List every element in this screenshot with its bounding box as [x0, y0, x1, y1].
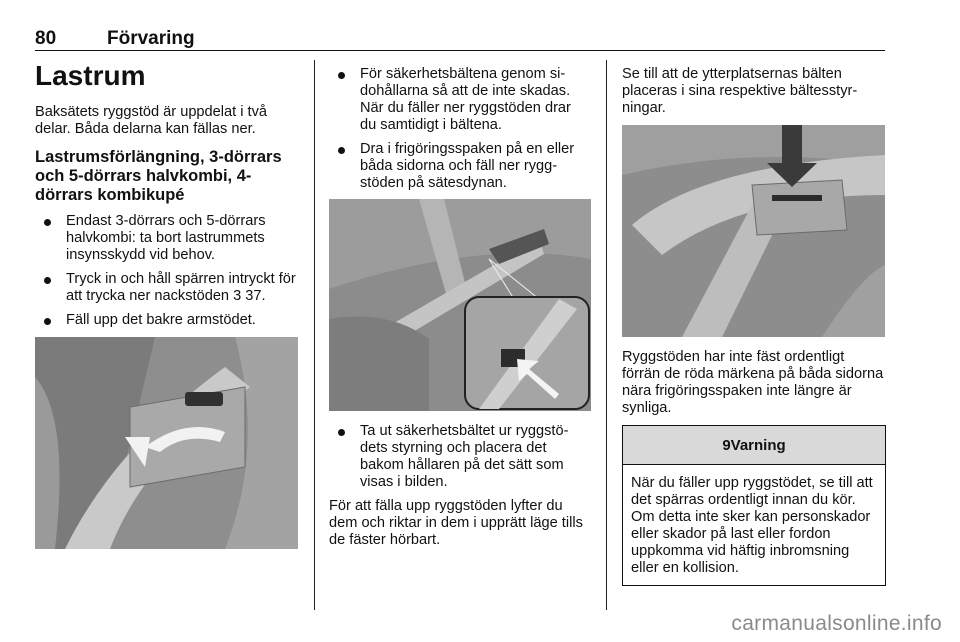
list-item: Endast 3-dörrars och 5-dörrars halvkombi: ta bort lastrummets insynsskydd vid behov. [35, 213, 300, 264]
list-item: För säkerhetsbältena genom sidohållarna så att de inte skadas. När du fäller ner ryggstöden drar du samtidigt i bältena. [329, 66, 591, 134]
seatbelt-guide-illustration [622, 125, 885, 337]
bullet-icon [44, 219, 51, 226]
list-item: Fäll upp det bakre armstödet. [35, 312, 300, 329]
bullet-icon [44, 277, 51, 284]
intro-paragraph: Baksätets ryggstöd är uppdelat i två delar. Båda delarna kan fällas ner. [35, 104, 268, 137]
warning-header [623, 426, 885, 465]
armrest-illustration [35, 337, 298, 549]
release-lever-illustration [329, 199, 591, 411]
list-item: Tryck in och håll spärren intryckt för att trycka ner nackstöden 3 37. [35, 271, 300, 305]
column-divider [314, 60, 315, 610]
column-1 [35, 60, 300, 561]
page-number: 80 [35, 28, 57, 49]
column-divider [606, 60, 607, 610]
warning-icon: 9 [722, 436, 731, 454]
warning-title: Varning [730, 436, 786, 454]
paragraph: Ryggstöden har inte fäst ordentligt förrän de röda märkena på båda sidorna nära frigöringsspaken inte längre är synliga. [622, 349, 884, 416]
page-header [35, 26, 885, 51]
bullet-icon [44, 318, 51, 325]
bullet-icon [338, 72, 345, 79]
warning-box [622, 425, 886, 586]
warning-body: När du fäller upp ryggstödet, se till att det spärras ordentligt innan du kör. Om detta inte sker kan personskador eller skador på last eller fordon uppkomma vid häftig inbromsning eller en kollision. [631, 475, 873, 576]
bullet-list [329, 66, 591, 192]
paragraph: För att fälla upp ryggstöden lyfter du dem och riktar in dem i upprätt läge tills de fäster hörbart. [329, 498, 583, 548]
column-2 [329, 66, 591, 557]
column-3 [622, 66, 886, 586]
bullet-list [35, 213, 300, 329]
section-title: Förvaring [107, 28, 195, 49]
paragraph: Se till att de ytterplatsernas bälten placeras i sina respektive bältesstyrningar. [622, 66, 858, 116]
list-item: Ta ut säkerhetsbältet ur ryggstödets styrning och placera det bakom hållaren på det sätt som visas i bilden. [329, 423, 591, 491]
watermark: carmanualsonline.info [731, 612, 942, 635]
main-heading: Lastrum [35, 60, 146, 91]
bullet-icon [338, 429, 345, 436]
bullet-list [329, 423, 591, 491]
bullet-icon [338, 147, 345, 154]
subheading: Lastrumsförlängning, 3-dörrars och 5-dörrars halvkombi, 4-dörrars kombikupé [35, 148, 282, 204]
list-item: Dra i frigöringsspaken på en eller båda sidorna och fäll ner ryggstöden på sätesdynan. [329, 141, 591, 192]
